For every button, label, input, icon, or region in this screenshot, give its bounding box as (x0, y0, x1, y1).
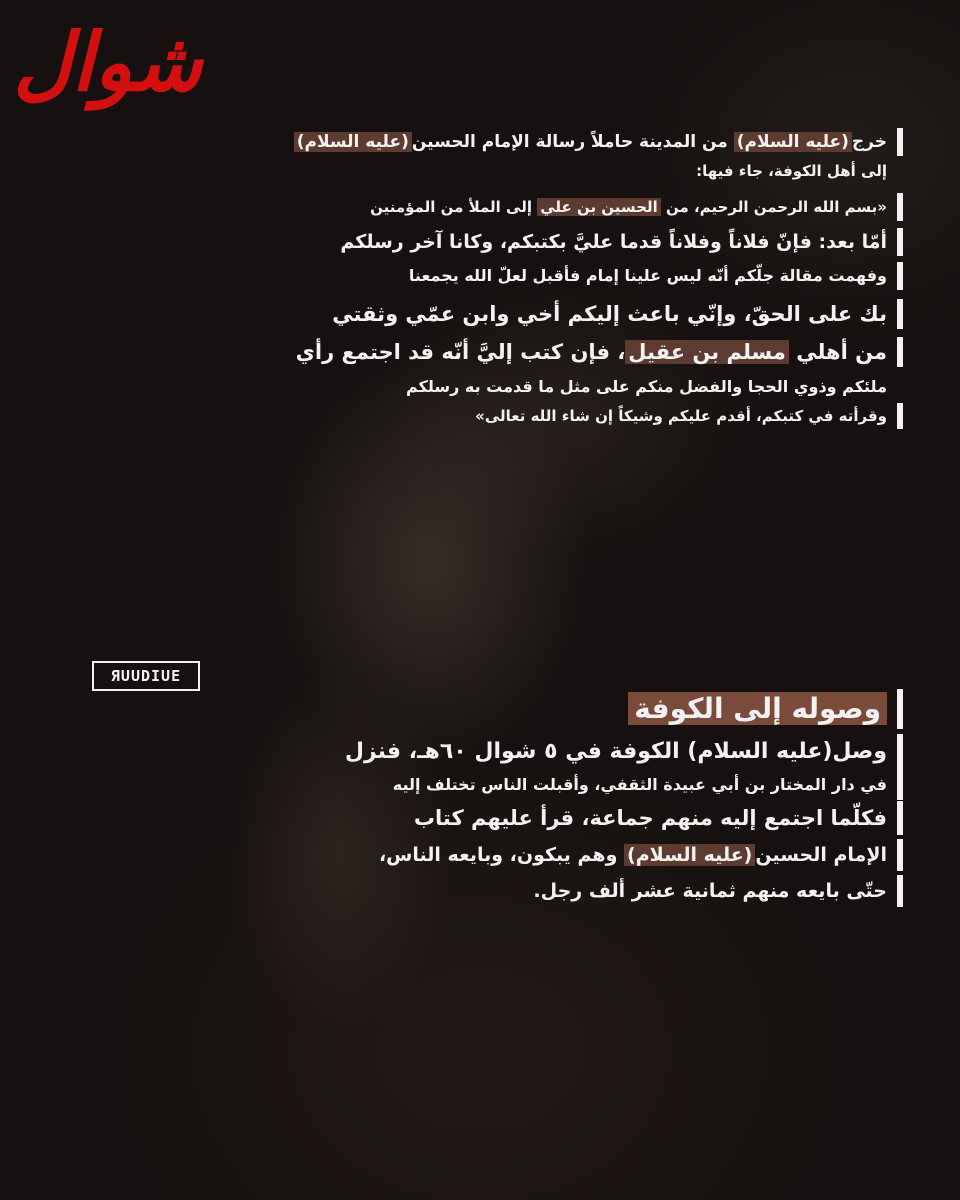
section-heading: وصوله إلى الكوفة (628, 689, 903, 729)
text-line: بك على الحقّ، وإنّي باعث إليكم أخي وابن عمّي وثقتي (332, 299, 903, 329)
text-line: وقرأته في كتبكم، أقدم عليكم وشيكاً إن شاء الله تعالى» (475, 403, 903, 429)
text-line: أمّا بعد: فإنّ فلاناً وفلاناً قدما عليَّ بكتبكم، وكانا آخر رسلكم (340, 228, 903, 256)
kufic-logo: ЯUUDIUE (92, 661, 200, 691)
text-line: وفهمت مقالة جلّكم أنّه ليس علينا إمام فأقبل لعلّ الله يجمعنا (409, 262, 903, 290)
text-line: خرج(عليه السلام) من المدينة حاملاً رسالة الإمام الحسين(عليه السلام) (294, 128, 903, 156)
page-title: شوال (13, 15, 202, 109)
text-line: إلى أهل الكوفة، جاء فيها: (696, 162, 887, 180)
text-line: «بسم الله الرحمن الرحيم، من الحسين بن علي إلى الملأ من المؤمنين (370, 193, 903, 221)
text-line: وصل(عليه السلام) الكوفة في ٥ شوال ٦٠هـ، فنزل (345, 734, 903, 770)
text-line: في دار المختار بن أبي عبيدة الثقفي، وأقبلت الناس تختلف إليه (393, 770, 903, 800)
text-line: ملئكم وذوي الحجا والفضل منكم على مثل ما قدمت به رسلكم (405, 377, 887, 396)
text-line: من أهلي مسلم بن عقيل، فإن كتب إليَّ أنّه قد اجتمع رأي (296, 337, 903, 367)
text-line: الإمام الحسين(عليه السلام) وهم يبكون، وبايعه الناس، (379, 839, 903, 871)
text-line: فكلّما اجتمع إليه منهم جماعة، قرأ عليهم كتاب (414, 801, 903, 835)
text-line: حتّى بايعه منهم ثمانية عشر ألف رجل. (533, 875, 903, 907)
